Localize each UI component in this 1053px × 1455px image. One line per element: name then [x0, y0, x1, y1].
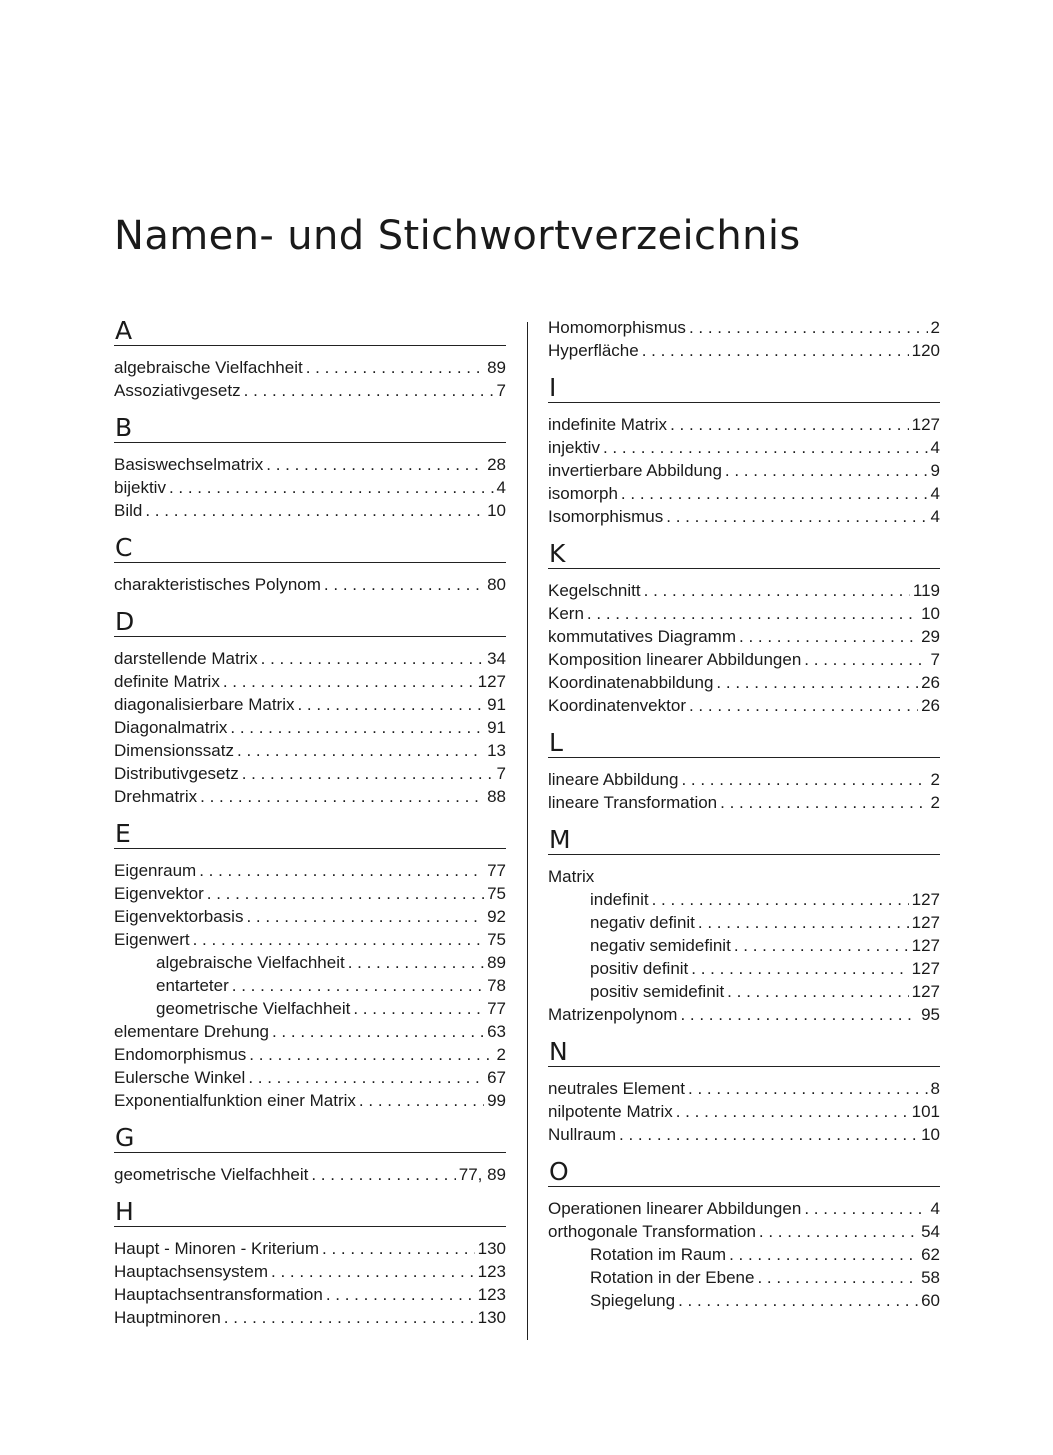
entry-term: nilpotente Matrix [548, 1102, 673, 1121]
dot-leader [200, 785, 484, 808]
index-subentry [548, 1266, 940, 1289]
index-entry [548, 768, 940, 791]
page-number: 4 [930, 507, 940, 526]
section-letter-heading: M [548, 825, 940, 855]
entry-term: Rotation im Raum [590, 1245, 727, 1264]
dot-leader [324, 573, 484, 596]
dot-leader [248, 1066, 484, 1089]
index-entry [548, 1197, 940, 1220]
entry-term: kommutatives Diagramm [548, 627, 736, 646]
entry-term: Eigenvektor [114, 884, 204, 903]
page-number: 80 [487, 575, 506, 594]
page-number: 91 [487, 718, 506, 737]
page-number: 54 [921, 1222, 940, 1241]
entry-term: Koordinatenvektor [548, 696, 686, 715]
index-entry [114, 1066, 506, 1089]
page-number: 123 [477, 1285, 506, 1304]
section-letter-heading: C [114, 533, 506, 563]
page-number: 26 [921, 696, 940, 715]
page-number: 7 [496, 764, 506, 783]
index-subentry [548, 1289, 940, 1312]
page-number: 127 [911, 936, 940, 955]
page-number: 4 [930, 484, 940, 503]
index-subentry [114, 951, 506, 974]
index-entry [114, 379, 506, 402]
page-number: 75 [487, 930, 506, 949]
dot-leader [272, 1020, 484, 1043]
index-entry [114, 762, 506, 785]
dot-leader [644, 579, 910, 602]
dot-leader [666, 505, 927, 528]
index-entry [114, 647, 506, 670]
index-entry [548, 791, 940, 814]
dot-leader [729, 1243, 918, 1266]
page-number: 89 [487, 358, 506, 377]
dot-leader [757, 1266, 918, 1289]
entry-term: Hauptminoren [114, 1308, 221, 1327]
page-number: 8 [930, 1079, 940, 1098]
index-entry [548, 865, 940, 888]
dot-leader [311, 1163, 455, 1186]
page-number: 127 [911, 415, 940, 434]
dot-leader [678, 1289, 918, 1312]
page-number: 26 [921, 673, 940, 692]
index-entry [114, 693, 506, 716]
dot-leader [306, 356, 484, 379]
index-section [548, 316, 940, 362]
page-number: 63 [487, 1022, 506, 1041]
section-letter-heading: I [548, 373, 940, 403]
dot-leader [359, 1089, 484, 1112]
page-number: 92 [487, 907, 506, 926]
index-entry [114, 476, 506, 499]
page-number: 7 [496, 381, 506, 400]
index-entry [114, 905, 506, 928]
section-letter-heading: K [548, 539, 940, 569]
dot-leader [353, 997, 484, 1020]
dot-leader [224, 1306, 475, 1329]
dot-leader [297, 693, 484, 716]
index-entry [548, 671, 940, 694]
entry-term: algebraische Vielfachheit [156, 953, 345, 972]
dot-leader [223, 670, 475, 693]
index-entry [114, 670, 506, 693]
index-entry [114, 356, 506, 379]
page-number: 99 [487, 1091, 506, 1110]
section-letter-heading: O [548, 1157, 940, 1187]
page-number: 88 [487, 787, 506, 806]
dot-leader [725, 459, 928, 482]
index-entry [114, 1260, 506, 1283]
page-number: 77 [487, 861, 506, 880]
entry-term: indefinite Matrix [548, 415, 668, 434]
page-number: 77, 89 [458, 1165, 506, 1184]
index-entry [114, 1237, 506, 1260]
dot-leader [680, 1003, 918, 1026]
entry-term: Eigenraum [114, 861, 197, 880]
index-entry [114, 499, 506, 522]
page-number: 130 [477, 1308, 506, 1327]
entry-term: Haupt - Minoren - Kriterium [114, 1239, 320, 1258]
entry-term: Nullraum [548, 1125, 617, 1144]
section-letter-heading: N [548, 1037, 940, 1067]
dot-leader [739, 625, 918, 648]
page-number: 89 [487, 953, 506, 972]
entry-term: Eigenvektorbasis [114, 907, 244, 926]
entry-term: isomorph [548, 484, 618, 503]
index-subentry [114, 997, 506, 1020]
index-section [114, 607, 506, 808]
dot-leader [232, 974, 484, 997]
index-section [548, 728, 940, 814]
page-number: 67 [487, 1068, 506, 1087]
page-number: 91 [487, 695, 506, 714]
index-entry [548, 1003, 940, 1026]
dot-leader [587, 602, 918, 625]
entry-term: Hauptachsensystem [114, 1262, 269, 1281]
page-number: 2 [930, 793, 940, 812]
entry-term: positiv definit [590, 959, 689, 978]
entry-term: negativ definit [590, 913, 695, 932]
dot-leader [193, 928, 484, 951]
page-number: 2 [496, 1045, 506, 1064]
section-letter-heading: L [548, 728, 940, 758]
entry-term: geometrische Vielfachheit [114, 1165, 309, 1184]
index-entry [548, 436, 940, 459]
page-number: 58 [921, 1268, 940, 1287]
entry-term: Eigenwert [114, 930, 190, 949]
page-number: 120 [911, 341, 940, 360]
dot-leader [246, 905, 484, 928]
entry-term: injektiv [548, 438, 600, 457]
dot-leader [348, 951, 484, 974]
page-number: 62 [921, 1245, 940, 1264]
index-subentry [548, 911, 940, 934]
entry-term: Rotation in der Ebene [590, 1268, 755, 1287]
dot-leader [266, 453, 484, 476]
index-entry [548, 625, 940, 648]
index-subentry [548, 957, 940, 980]
index-section [114, 413, 506, 522]
page-number: 95 [921, 1005, 940, 1024]
page-number: 77 [487, 999, 506, 1018]
index-entry [548, 413, 940, 436]
entry-term: Exponentialfunktion einer Matrix [114, 1091, 356, 1110]
page-number: 4 [930, 438, 940, 457]
entry-term: Basiswechselmatrix [114, 455, 264, 474]
index-section [548, 1157, 940, 1312]
dot-leader [199, 859, 484, 882]
page-number: 119 [912, 581, 940, 600]
dot-leader [207, 882, 484, 905]
index-subentry [548, 980, 940, 1003]
index-entry [548, 459, 940, 482]
entry-term: Kern [548, 604, 584, 623]
dot-leader [322, 1237, 475, 1260]
dot-leader [271, 1260, 475, 1283]
dot-leader [720, 791, 927, 814]
entry-term: Endomorphismus [114, 1045, 247, 1064]
page-number: 123 [477, 1262, 506, 1281]
entry-term: positiv semidefinit [590, 982, 725, 1001]
page-number: 130 [477, 1239, 506, 1258]
dot-leader [261, 647, 484, 670]
entry-term: Spiegelung [590, 1291, 676, 1310]
index-entry [114, 882, 506, 905]
page-number: 2 [930, 770, 940, 789]
entry-term: algebraische Vielfachheit [114, 358, 303, 377]
entry-term: Operationen linearer Abbildungen [548, 1199, 802, 1218]
page-number: 127 [911, 890, 940, 909]
dot-leader [169, 476, 494, 499]
index-entry [548, 1123, 940, 1146]
index-entry [548, 602, 940, 625]
dot-leader [698, 911, 909, 934]
index-subentry [548, 1243, 940, 1266]
index-section [114, 316, 506, 402]
index-section [114, 819, 506, 1112]
index-column-right [548, 316, 940, 1312]
index-section [548, 539, 940, 717]
dot-leader [619, 1123, 918, 1146]
dot-leader [670, 413, 909, 436]
dot-leader [326, 1283, 475, 1306]
entry-term: Kegelschnitt [548, 581, 641, 600]
column-divider [527, 322, 528, 1340]
index-entry [114, 928, 506, 951]
entry-term: diagonalisierbare Matrix [114, 695, 295, 714]
index-entry [548, 694, 940, 717]
section-letter-heading: H [114, 1197, 506, 1227]
entry-term: Bild [114, 501, 143, 520]
dot-leader [689, 694, 918, 717]
index-section [548, 373, 940, 528]
page-number: 2 [930, 318, 940, 337]
entry-term: Komposition linearer Abbildungen [548, 650, 802, 669]
entry-term: Isomorphismus [548, 507, 664, 526]
index-subentry [548, 888, 940, 911]
entry-term: definite Matrix [114, 672, 220, 691]
index-section [114, 1197, 506, 1329]
index-entry [114, 573, 506, 596]
index-entry [114, 785, 506, 808]
entry-term: Eulersche Winkel [114, 1068, 246, 1087]
index-entry [548, 1220, 940, 1243]
index-entry [114, 1283, 506, 1306]
page-number: 7 [930, 650, 940, 669]
entry-term: geometrische Vielfachheit [156, 999, 351, 1018]
index-entry [114, 859, 506, 882]
index-entry [548, 482, 940, 505]
index-section [548, 825, 940, 1026]
dot-leader [242, 762, 494, 785]
dot-leader [676, 1100, 909, 1123]
dot-leader [691, 957, 908, 980]
index-subentry [548, 934, 940, 957]
page-number: 127 [477, 672, 506, 691]
entry-term: Drehmatrix [114, 787, 198, 806]
page-number: 9 [930, 461, 940, 480]
index-entry [548, 648, 940, 671]
page-number: 29 [921, 627, 940, 646]
entry-term: Diagonalmatrix [114, 718, 228, 737]
index-entry [114, 1163, 506, 1186]
page-title: Namen- und Stichwortverzeichnis [114, 213, 801, 259]
index-entry [114, 1306, 506, 1329]
index-entry [114, 739, 506, 762]
entry-term: Dimensionssatz [114, 741, 234, 760]
entry-term: Hauptachsentransformation [114, 1285, 323, 1304]
entry-term: Hyperfläche [548, 341, 639, 360]
page-number: 101 [911, 1102, 940, 1121]
index-section [548, 1037, 940, 1146]
entry-term: Matrix [548, 867, 595, 886]
index-entry [114, 716, 506, 739]
entry-term: indefinit [590, 890, 649, 909]
page-number: 13 [487, 741, 506, 760]
entry-term: lineare Abbildung [548, 770, 679, 789]
section-letter-heading: D [114, 607, 506, 637]
dot-leader [249, 1043, 493, 1066]
dot-leader [603, 436, 928, 459]
section-letter-heading: B [114, 413, 506, 443]
page-number: 28 [487, 455, 506, 474]
page-number: 4 [930, 1199, 940, 1218]
page-number: 10 [921, 1125, 940, 1144]
index-subentry [114, 974, 506, 997]
index-entry [548, 339, 940, 362]
dot-leader [734, 934, 909, 957]
index-entry [548, 579, 940, 602]
index-entry [114, 453, 506, 476]
index-entry [114, 1089, 506, 1112]
entry-term: entarteter [156, 976, 229, 995]
page-number: 75 [487, 884, 506, 903]
index-section [114, 533, 506, 596]
dot-leader [727, 980, 908, 1003]
dot-leader [804, 648, 927, 671]
page-number: 127 [911, 959, 940, 978]
index-column-left [114, 316, 506, 1329]
dot-leader [244, 379, 494, 402]
entry-term: invertierbare Abbildung [548, 461, 722, 480]
entry-term: elementare Drehung [114, 1022, 269, 1041]
dot-leader [652, 888, 909, 911]
index-entry [548, 505, 940, 528]
entry-term: Assoziativgesetz [114, 381, 241, 400]
section-letter-heading: G [114, 1123, 506, 1153]
page-number: 10 [921, 604, 940, 623]
index-entry [548, 316, 940, 339]
entry-term: Homomorphismus [548, 318, 686, 337]
index-entry [114, 1043, 506, 1066]
dot-leader [681, 768, 927, 791]
entry-term: Distributivgesetz [114, 764, 239, 783]
entry-term: lineare Transformation [548, 793, 718, 812]
section-letter-heading: E [114, 819, 506, 849]
entry-term: Koordinatenabbildung [548, 673, 714, 692]
entry-term: darstellende Matrix [114, 649, 258, 668]
index-section [114, 1123, 506, 1186]
index-entry [548, 1100, 940, 1123]
entry-term: Matrizenpolynom [548, 1005, 678, 1024]
dot-leader [145, 499, 484, 522]
entry-term: neutrales Element [548, 1079, 686, 1098]
dot-leader [716, 671, 918, 694]
page-number: 78 [487, 976, 506, 995]
dot-leader [230, 716, 484, 739]
page-number: 127 [911, 982, 940, 1001]
dot-leader [759, 1220, 918, 1243]
section-letter-heading: A [114, 316, 506, 346]
page-number: 127 [911, 913, 940, 932]
dot-leader [689, 316, 928, 339]
entry-term: charakteristisches Polynom [114, 575, 321, 594]
dot-leader [621, 482, 928, 505]
page-number: 60 [921, 1291, 940, 1310]
entry-term: negativ semidefinit [590, 936, 731, 955]
index-entry [114, 1020, 506, 1043]
index-entry [548, 1077, 940, 1100]
entry-term: bijektiv [114, 478, 166, 497]
dot-leader [237, 739, 484, 762]
page-number: 4 [496, 478, 506, 497]
dot-leader [804, 1197, 927, 1220]
page-number: 10 [487, 501, 506, 520]
page-number: 34 [487, 649, 506, 668]
dot-leader [688, 1077, 928, 1100]
dot-leader [642, 339, 909, 362]
entry-term: orthogonale Transformation [548, 1222, 756, 1241]
